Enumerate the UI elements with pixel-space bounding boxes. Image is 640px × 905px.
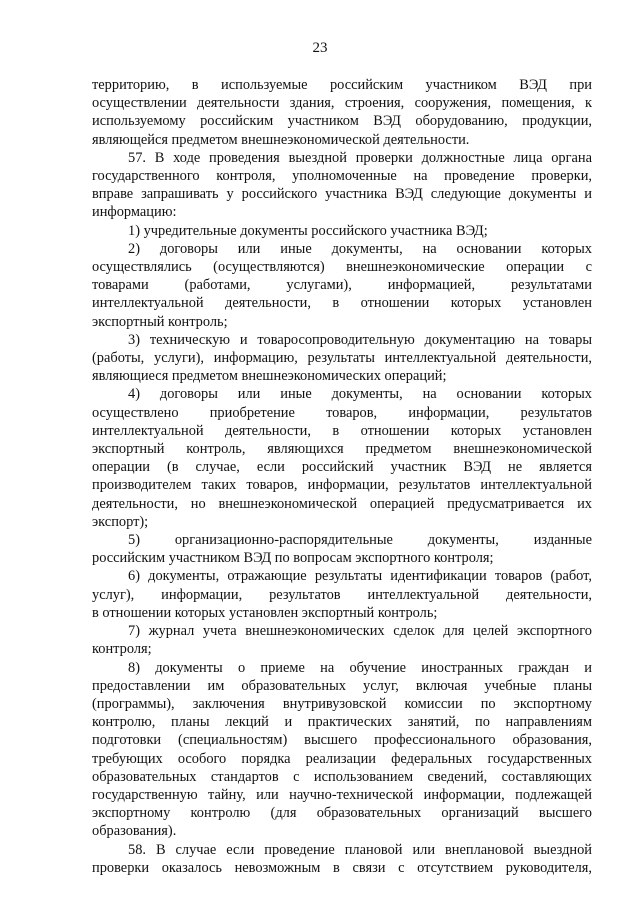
text-line: экспортному контролю (для образовательных организаций высшего	[92, 805, 592, 822]
text-line: предоставлении им образовательных услуг, включая учебные планы	[92, 677, 592, 694]
text-line: вправе запрашивать у российского участника ВЭД следующие документы и	[92, 186, 592, 203]
text-line: 8) документы о приеме на обучение иностранных граждан и	[128, 659, 592, 676]
text-line: осуществлении деятельности здания, строения, сооружения, помещения, к	[92, 95, 592, 112]
text-line: в отношении которых установлен экспортный контроль;	[92, 604, 438, 621]
text-line: экспортный контроль, являющихся предметом внешнеэкономической	[92, 441, 592, 458]
text-line: 6) документы, отражающие результаты идентификации товаров (работ,	[128, 568, 592, 585]
text-line: экспортный контроль;	[92, 313, 228, 330]
text-line: осуществлено приобретение товаров, информации, результатов	[92, 404, 592, 421]
text-line: деятельности, но внешнеэкономической операцией предусматривается их	[92, 495, 592, 512]
text-line: товарами (работами, услугами), информацией, результатами	[92, 277, 592, 294]
text-line: образования).	[92, 823, 177, 840]
page-number: 23	[312, 40, 328, 56]
text-line: государственную тайну, или научно-технической информации, подлежащей	[92, 786, 592, 803]
text-line: 1) учредительные документы российского участника ВЭД;	[128, 222, 488, 239]
text-line: используемому российским участником ВЭД оборудованию, продукции,	[92, 113, 592, 130]
text-line: территорию, в используемые российским участником ВЭД при	[92, 77, 592, 93]
text-line: являющиеся предметом внешнеэкономических операций;	[92, 368, 447, 385]
text-line: подготовки (специальностям) высшего профессионального образования,	[92, 732, 592, 749]
text-line: государственного контроля, уполномоченные на проведение проверки,	[92, 168, 592, 185]
text-line: требующих особого порядка реализации федеральных государственных	[92, 750, 592, 767]
text-line: контролю, планы лекций и практических занятий, по направлениям	[92, 714, 592, 731]
text-line: услуг), информации, результатов интеллектуальной деятельности,	[92, 586, 592, 603]
text-line: 5) организационно-распорядительные документы, изданные	[128, 532, 592, 549]
text-line: 58. В случае если проведение плановой или внеплановой выездной	[128, 841, 592, 858]
text-line: информацию:	[92, 204, 177, 221]
text-line: 57. В ходе проведения выездной проверки должностные лица органа	[128, 149, 592, 166]
text-line: 3) техническую и товаросопроводительную документацию на товары	[128, 331, 592, 348]
text-line: осуществлялись (осуществляются) внешнеэкономические операции с	[92, 259, 592, 276]
text-line: (программы), заключения внутривузовской комиссии по экспортному	[92, 695, 592, 712]
body-text	[92, 76, 592, 877]
text-line: интеллектуальной деятельности, в отношении которых установлен	[92, 295, 592, 312]
text-line: контроля;	[92, 641, 152, 658]
text-line: проверки оказалось невозможным в связи с отсутствием руководителя,	[92, 859, 592, 876]
text-line: (работы, услуги), информацию, результаты интеллектуальной деятельности,	[92, 350, 592, 367]
text-line: экспорт);	[92, 513, 149, 530]
text-line: операции (в случае, если российский участник ВЭД не является	[92, 459, 592, 476]
text-line: производителем таких товаров, информации, результатов интеллектуальной	[92, 477, 592, 494]
text-line: образовательных стандартов с использованием сведений, составляющих	[92, 768, 592, 785]
text-line: 4) договоры или иные документы, на основании которых	[128, 386, 592, 403]
text-line: являющейся предметом внешнеэкономической деятельности.	[92, 131, 470, 148]
text-line: российским участником ВЭД по вопросам экспортного контроля;	[92, 550, 494, 567]
text-line: 7) журнал учета внешнеэкономических сделок для целей экспортного	[128, 623, 592, 640]
text-line: 2) договоры или иные документы, на основании которых	[128, 240, 592, 257]
text-line: интеллектуальной деятельности, в отношении которых установлен	[92, 422, 592, 439]
